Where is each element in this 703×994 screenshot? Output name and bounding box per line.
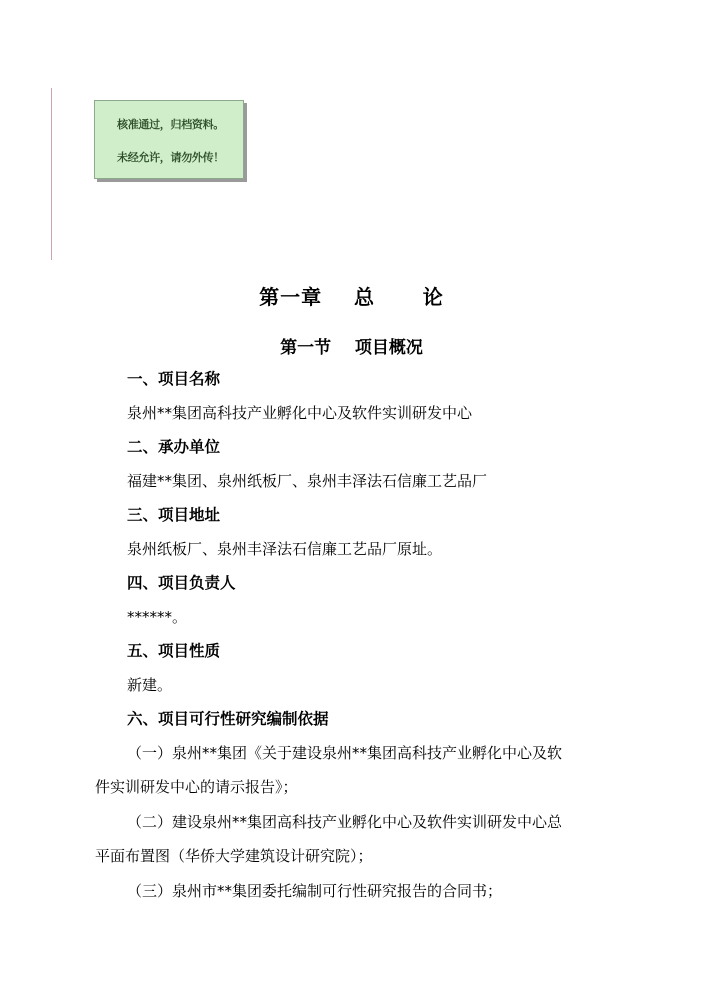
item-content-nature: 新建。	[127, 676, 173, 694]
margin-marker-line	[51, 88, 52, 260]
item-heading-address: 三、项目地址	[127, 506, 221, 524]
item-heading-name: 一、项目名称	[127, 370, 221, 388]
basis-para-2-line-2: 平面布置图（华侨大学建筑设计研究院）；	[95, 847, 373, 865]
item-content-name: 泉州**集团高科技产业孵化中心及软件实训研发中心	[127, 404, 473, 422]
item-heading-unit: 二、承办单位	[127, 438, 221, 456]
item-heading-nature: 五、项目性质	[127, 642, 221, 660]
item-content-unit: 福建**集团、泉州纸板厂、泉州丰泽法石信廉工艺品厂	[127, 472, 488, 490]
section-title: 第一节 项目概况	[280, 338, 423, 358]
basis-para-3-line-1: （三）泉州市**集团委托编制可行性研究报告的合同书；	[127, 882, 503, 900]
chapter-title: 第一章 总 论	[259, 285, 444, 309]
item-heading-leader: 四、项目负责人	[127, 574, 236, 592]
approval-stamp-box	[94, 100, 244, 179]
item-content-leader: ******。	[127, 608, 188, 626]
basis-para-1-line-1: （一）泉州**集团《关于建设泉州**集团高科技产业孵化中心及软	[127, 744, 563, 762]
item-content-address: 泉州纸板厂、泉州丰泽法石信廉工艺品厂原址。	[127, 540, 443, 558]
basis-para-1-line-2: 件实训研发中心的请示报告》；	[95, 778, 298, 796]
basis-heading: 六、项目可行性研究编制依据	[127, 710, 329, 728]
basis-para-2-line-1: （二）建设泉州**集团高科技产业孵化中心及软件实训研发中心总	[127, 813, 563, 831]
stamp-line-1: 核准通过，归档资料。	[117, 118, 224, 131]
stamp-line-2: 未经允许，请勿外传！	[117, 151, 224, 164]
